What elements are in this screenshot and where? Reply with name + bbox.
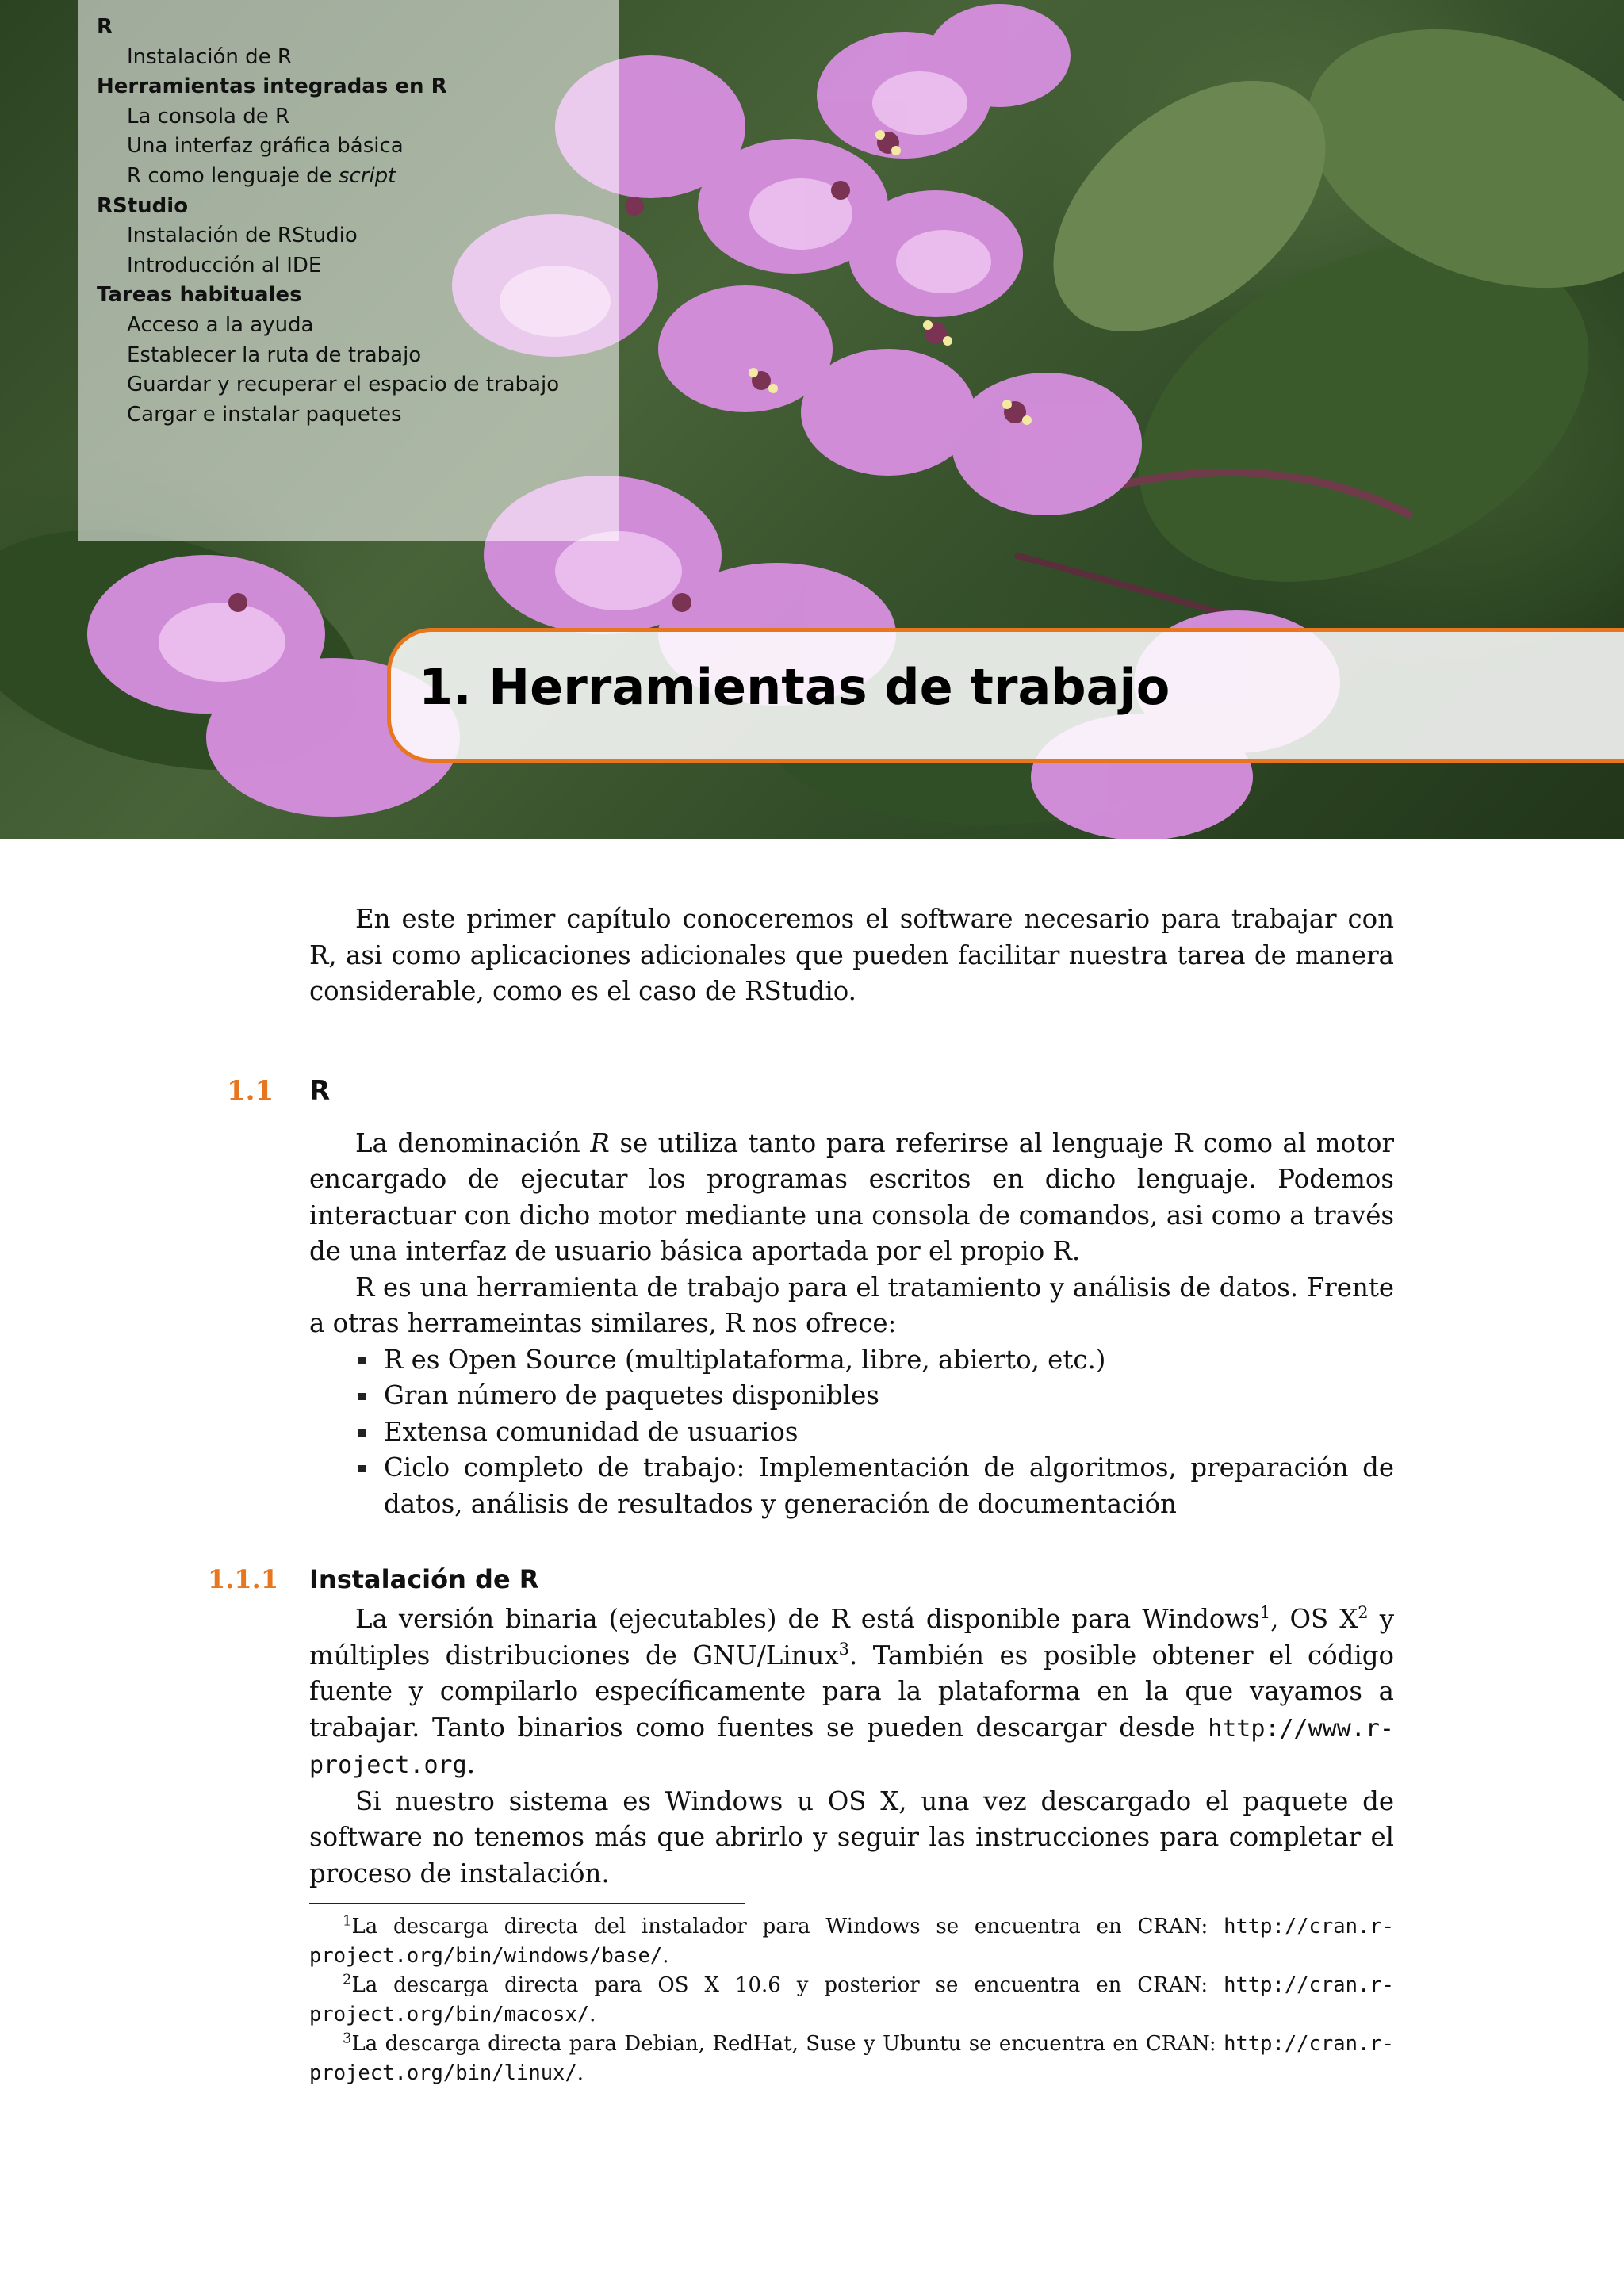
toc-item-r[interactable]: R xyxy=(97,15,113,39)
feature-list xyxy=(309,1342,1394,1523)
section-title: R xyxy=(309,1074,331,1107)
footnote-2 xyxy=(309,1971,1394,2030)
text-run: , OS X xyxy=(1270,1604,1358,1634)
toc-item-rstudio[interactable]: RStudio xyxy=(97,193,189,218)
footnote-text: La descarga directa del instalador para Windows se encuentra en CRAN: xyxy=(351,1915,1224,1938)
text-run: y múltiples distribuciones de GNU/Linux xyxy=(309,1604,1394,1670)
text-run: . xyxy=(466,1749,475,1779)
toc-item-espacio-trabajo[interactable]: Guardar y recuperar el espacio de trabajo xyxy=(127,373,560,397)
toc-item-tareas-habituales[interactable]: Tareas habituales xyxy=(97,283,302,308)
footnote-1 xyxy=(309,1912,1394,1971)
subsection-heading xyxy=(208,1562,1394,1597)
footnote-link-macosx[interactable]: http://cran.r-project.org/bin/macosx/ xyxy=(309,1973,1394,2026)
subsection-paragraph-1 xyxy=(309,1601,1394,1784)
chapter-toc xyxy=(78,0,619,541)
footnote-text: La descarga directa para Debian, RedHat, Suse y Ubuntu se encuentra en CRAN: xyxy=(351,2032,1224,2056)
toc-item-introduccion-ide[interactable]: Introducción al IDE xyxy=(127,253,322,277)
footnote-mark: 2 xyxy=(343,1971,352,1988)
toc-item-label: R como lenguaje de xyxy=(127,163,339,188)
subsection-number: 1.1.1 xyxy=(208,1564,279,1594)
list-item: Gran número de paquetes disponibles xyxy=(355,1378,1394,1414)
toc-item-paquetes[interactable]: Cargar e instalar paquetes xyxy=(127,402,402,427)
list-item: R es Open Source (multiplataforma, libre, abierto, etc.) xyxy=(355,1342,1394,1379)
section-heading xyxy=(227,1073,1394,1110)
toc-item-instalacion-rstudio[interactable]: Instalación de RStudio xyxy=(127,224,358,248)
chapter-banner xyxy=(0,0,1624,839)
footnote-end: . xyxy=(576,2061,584,2085)
footnote-ref-1[interactable]: 1 xyxy=(1259,1603,1271,1623)
text-run: La denominación xyxy=(355,1127,591,1158)
section-number: 1.1 xyxy=(227,1074,274,1107)
toc-item-label-italic: script xyxy=(338,163,396,188)
chapter-title: 1. Herramientas de trabajo xyxy=(419,658,1170,716)
toc-item-interfaz-grafica[interactable]: Una interfaz gráfica básica xyxy=(127,134,404,159)
text-run: se utiliza tanto para referirse al lenguaje R como al motor encargado de ejecutar los programas escritos en dicho lenguaje. Podemos interactuar con dicho motor mediante una consola de comandos, asi como a través de una interfaz de usuario básica aportada por el propio R. xyxy=(309,1127,1394,1266)
footnote-mark: 3 xyxy=(343,2030,352,2047)
footnote-ref-3[interactable]: 3 xyxy=(838,1639,849,1659)
footnote-link-linux[interactable]: http://cran.r-project.org/bin/linux/ xyxy=(309,2032,1394,2085)
toc-item-instalacion-r[interactable]: Instalación de R xyxy=(127,44,292,69)
text-run: . También es posible obtener el código fuente y compilarlo específicamente para la plataforma en la que vayamos a trabajar. Tanto binarios como fuentes se pueden descargar desde xyxy=(309,1640,1394,1743)
subsection-paragraph-2: Si nuestro sistema es Windows u OS X, una vez descargado el paquete de software no tenemos más que abrirlo y seguir las instrucciones para completar el proceso de instalación. xyxy=(309,1785,1394,1888)
footnote-3 xyxy=(309,2030,1394,2088)
r-project-link[interactable]: http://www.r-project.org xyxy=(309,1714,1394,1779)
list-item: Ciclo completo de trabajo: Implementación de algoritmos, preparación de datos, análisis de resultados y generación de documentación xyxy=(355,1450,1394,1522)
section-paragraph-2: R es una herramienta de trabajo para el tratamiento y análisis de datos. Frente a otras herrameintas similares, R nos ofrece: xyxy=(309,1272,1394,1338)
subsection-title: Instalación de R xyxy=(309,1564,539,1594)
footnote-link-windows[interactable]: http://cran.r-project.org/bin/windows/base/ xyxy=(309,1915,1394,1968)
footnote-end: . xyxy=(662,1944,669,1968)
toc-item-acceso-ayuda[interactable]: Acceso a la ayuda xyxy=(127,312,314,337)
footnote-mark: 1 xyxy=(343,1912,352,1930)
toc-item-ruta-trabajo[interactable]: Establecer la ruta de trabajo xyxy=(127,342,422,367)
section-paragraph-1 xyxy=(309,1126,1394,1270)
text-run: La versión binaria (ejecutables) de R está disponible para Windows xyxy=(355,1604,1260,1634)
toc-item-lenguaje-script[interactable] xyxy=(78,162,619,192)
text-run-italic: R xyxy=(590,1127,610,1158)
toc-item-herramientas-integradas[interactable]: Herramientas integradas en R xyxy=(97,75,447,99)
footnote-text: La descarga directa para OS X 10.6 y posterior se encuentra en CRAN: xyxy=(351,1973,1224,1997)
page-body xyxy=(208,901,1394,2088)
footnote-ref-2[interactable]: 2 xyxy=(1358,1603,1369,1623)
footnote-divider xyxy=(309,1903,745,1904)
intro-paragraph: En este primer capítulo conoceremos el software necesario para trabajar con R, asi como aplicaciones adicionales que pueden facilitar nuestra tarea de manera considerable, como es el caso de RStudio. xyxy=(309,904,1394,1006)
toc-item-consola[interactable]: La consola de R xyxy=(127,104,290,128)
list-item: Extensa comunidad de usuarios xyxy=(355,1414,1394,1451)
footnote-end: . xyxy=(589,2003,596,2026)
